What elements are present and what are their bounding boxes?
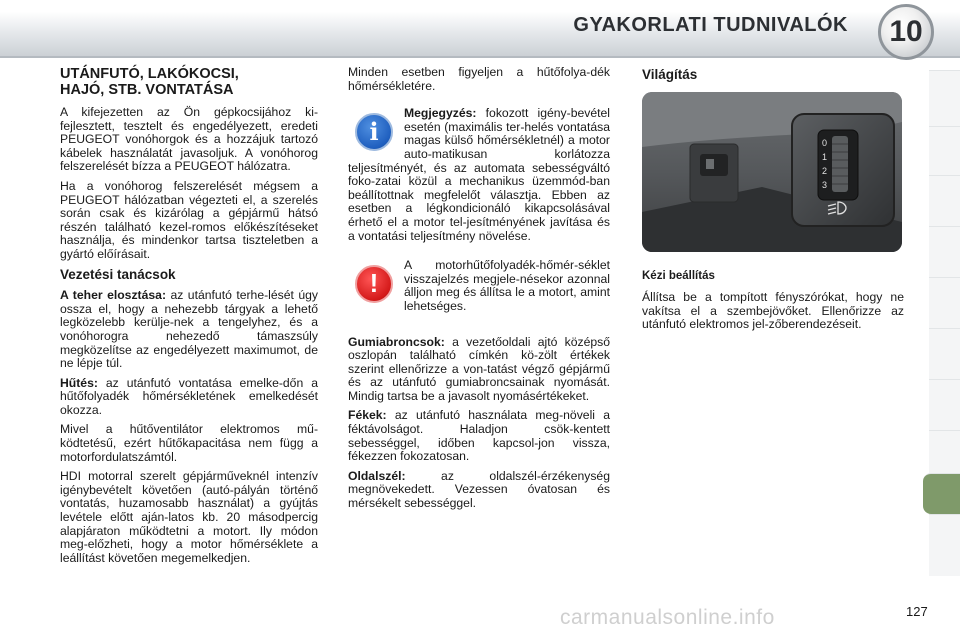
paragraph: Állítsa be a tompított fényszórókat, hogy ne vakítsa el a szembejövőket. Ellenőrizze az utánfutó elektromos jel-zőberendezéseit. [642,290,904,332]
side-tabs [929,70,960,575]
dial-marking: 2 [822,165,828,176]
section-title-lighting: Világítás [642,67,698,82]
paragraph-crosswind: Oldalszél: az oldalszél-érzékenység megnövekedett. Vezessen óvatosan és mérsékelt sebességgel. [348,468,610,511]
side-tab-active[interactable] [923,473,960,514]
paragraph-cooling: Hűtés: az utánfutó vontatása emelke-dőn a hűtőfolyadék hőmérsékletének emelkedését okozza. [60,375,318,417]
paragraph: Minden esetben figyeljen a hűtőfolya-dék hőmérsékletére. [348,65,610,93]
chapter-number-badge: 10 [878,4,934,60]
side-tab[interactable] [929,277,960,328]
subtitle-manual-adjustment: Kézi beállítás [642,269,715,282]
side-tab[interactable] [929,226,960,277]
chapter-title: GYAKORLATI TUDNIVALÓK [573,14,848,36]
info-icon: i [355,113,393,151]
paragraph-load: A teher elosztása: az utánfutó terhe-lését úgy ossza el, hogy a nehezebb tárgyak a lehető legközelebb kerülje-nek a tengelyhez, és a vonóhorogra nehezedő támaszsúly megközelítse az engedélyezett maximumot, de ne lépje túl. [60,288,319,371]
paragraph-brakes: Fékek: az utánfutó használata meg-növeli a féktávolságot. Haladjon csök-kentett sebességgel, időben kapcsol-jon vissza, fékezzen fokozatosan. [348,408,610,464]
column-towing-cont [348,66,610,517]
side-tab[interactable] [929,430,960,473]
side-tab[interactable] [929,70,960,126]
column-towing [60,66,318,571]
paragraph-tyres: Gumiabroncsok: a vezetőoldali ajtó középső oszlopán található címkén kö-zölt értékek szerint ellenőrizze a von-tatást végző gépjármű és az utánfutó gumiabroncsainak nyomását. Mindig tartsa be a javasolt nyomásértékeket. [348,334,610,403]
warning-icon: ! [355,265,393,303]
note-block [348,107,610,243]
side-tab[interactable] [929,328,960,379]
dial-marking: 0 [822,137,828,148]
subtitle-driving-advice: Vezetési tanácsok [60,266,176,282]
headlamp-adjust-photo [642,92,902,252]
dial-marking: 1 [822,151,828,162]
section-title-towing: UTÁNFUTÓ, LAKÓKOCSI, HAJÓ, STB. VONTATÁSA [60,66,239,98]
watermark: carmanualsonline.info [560,606,775,629]
paragraph: Mivel a hűtőventilátor elektromos mű-ködtetésű, ezért hűtőkapacitása nem függ a motorfordulatszámtól. [60,422,318,464]
paragraph: HDI motorral szerelt gépjárműveknél intenzív igénybevételt követően (autó-pályán történő vontatás, huzamosabb használat) a gyújtás levétele előtt aján-latos kb. 20 másodpercig alapjáraton működtetni a motort. Ily módon meg-előzheti, hogy a motor hőmérséklete a leállítást követően megemelkedjen. [60,469,318,565]
side-tab[interactable] [929,514,960,576]
dial-marking: 3 [822,179,828,190]
side-tab[interactable] [929,379,960,430]
warning-block [348,259,610,313]
page-number: 127 [906,604,928,619]
side-tab[interactable] [929,126,960,175]
note-paragraph: Megjegyzés: fokozott igény-bevétel esetén (maximális ter-helés vontatása magas külső hőmérsékletnél) a motor auto-matikusan korlátozza teljesítményét, és az automata sebességváltó foko-zatai közül a mechanikus üzemmód-ban beállítottnak megfelelőt választja. Ebben az esetben a légkondicionáló kikapcsolásával érhető el a motor tel-jesítményének javítása és a vontatási teljesítmény növelése. [348,106,610,243]
warning-paragraph: A motorhűtőfolyadék-hőmér-séklet visszajelzés megjele-nésekor azonnal álljon meg és állítsa le a motort, amint lehetséges. [404,258,610,313]
side-tab[interactable] [929,175,960,226]
paragraph: A kifejezetten az Ön gépkocsijához ki-fejlesztett, tesztelt és engedélyezett, eredeti PEUGEOT vonóhorgok és a hozzájuk tartozó kábelek használatát javasoljuk. A vonóhorog felszerelését bízza a PEUGEOT hálózatra. [60,105,318,174]
paragraph: Ha a vonóhorog felszerelését mégsem a PEUGEOT hálózatban végezteti el, a szerelés során csak és kizárólag a gépjármű hátsó részén található kezel-romos előkészítéseket használja, és mindenkor tartsa tiszteletben a gyártó előírásait. [60,178,318,261]
column-lighting [642,66,904,338]
